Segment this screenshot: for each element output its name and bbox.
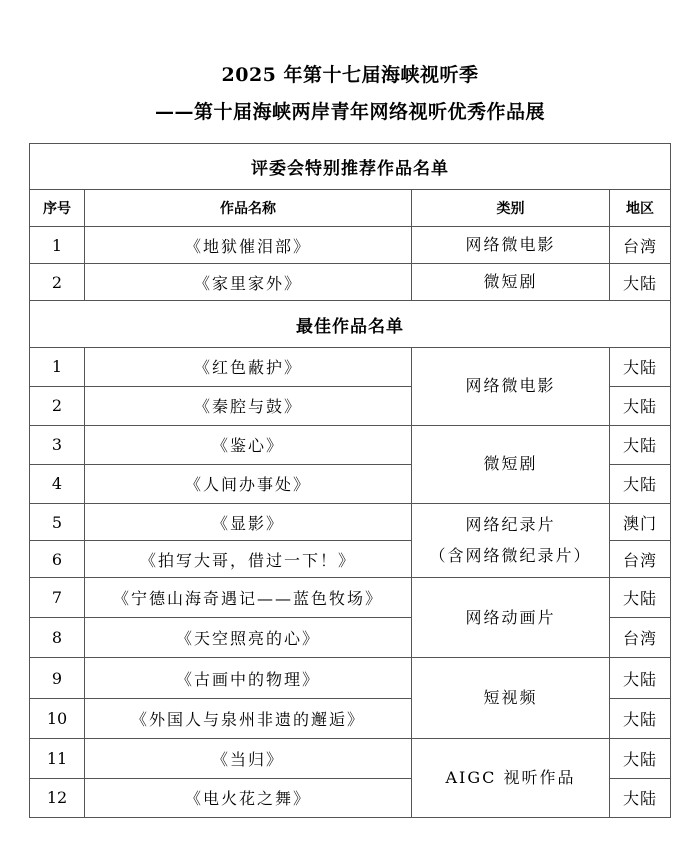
row-number: 6 [30, 541, 85, 578]
category-sub: （含网络微纪录片） [429, 545, 592, 565]
row-number: 1 [30, 347, 85, 386]
row-number: 1 [30, 227, 85, 264]
section-row [30, 144, 671, 190]
row-number: 5 [30, 504, 85, 541]
header-work: 作品名称 [85, 190, 412, 227]
category-cell: 短视频 [412, 658, 610, 738]
work-title: 《显影》 [85, 504, 412, 541]
row-number: 10 [30, 698, 85, 738]
table-row [30, 227, 671, 264]
work-title: 《天空照亮的心》 [85, 618, 412, 658]
document-subtitle: ——第十届海峡两岸青年网络视听优秀作品展 [154, 101, 545, 123]
region-cell: 大陆 [610, 264, 671, 301]
category-cell: AIGC 视听作品 [412, 738, 610, 817]
table-row [30, 738, 671, 778]
table-row [30, 504, 671, 541]
region-cell: 大陆 [610, 386, 671, 425]
region-cell: 台湾 [610, 541, 671, 578]
region-cell: 大陆 [610, 738, 671, 778]
row-number: 11 [30, 738, 85, 778]
row-number: 8 [30, 618, 85, 658]
table-row [30, 425, 671, 464]
work-title: 《地狱催泪部》 [85, 227, 412, 264]
header-row [30, 190, 671, 227]
work-title: 《宁德山海奇遇记——蓝色牧场》 [85, 578, 412, 618]
work-title: 《古画中的物理》 [85, 658, 412, 698]
region-cell: 大陆 [610, 347, 671, 386]
work-title: 《当归》 [85, 738, 412, 778]
row-number: 9 [30, 658, 85, 698]
section-title: 最佳作品名单 [30, 301, 671, 347]
work-title: 《电火花之舞》 [85, 778, 412, 817]
region-cell: 大陆 [610, 698, 671, 738]
region-cell: 台湾 [610, 618, 671, 658]
region-cell: 大陆 [610, 658, 671, 698]
section-title: 评委会特别推荐作品名单 [30, 144, 671, 190]
work-title: 《家里家外》 [85, 264, 412, 301]
header-region: 地区 [610, 190, 671, 227]
region-cell: 澳门 [610, 504, 671, 541]
row-number: 12 [30, 778, 85, 817]
row-number: 7 [30, 578, 85, 618]
row-number: 2 [30, 264, 85, 301]
work-title: 《红色蔽护》 [85, 347, 412, 386]
region-cell: 大陆 [610, 464, 671, 503]
table-row [30, 347, 671, 386]
row-number: 4 [30, 464, 85, 503]
category-main: 网络纪录片 [465, 515, 556, 535]
category-cell: 网络微电影 [412, 347, 610, 425]
row-number: 2 [30, 386, 85, 425]
work-title: 《拍写大哥，借过一下！》 [85, 541, 412, 578]
table-row [30, 658, 671, 698]
category-cell: 微短剧 [412, 425, 610, 503]
document-title: 2025 年第十七届海峡视听季 [221, 64, 479, 86]
work-title: 《外国人与泉州非遗的邂逅》 [85, 698, 412, 738]
table-row [30, 264, 671, 301]
section-row [30, 301, 671, 347]
award-table [29, 143, 671, 818]
region-cell: 大陆 [610, 578, 671, 618]
region-cell: 台湾 [610, 227, 671, 264]
work-title: 《鉴心》 [85, 425, 412, 464]
header-category: 类别 [412, 190, 610, 227]
work-title: 《人间办事处》 [85, 464, 412, 503]
category-cell: 微短剧 [412, 264, 610, 301]
category-cell [412, 504, 610, 578]
category-cell: 网络动画片 [412, 578, 610, 658]
region-cell: 大陆 [610, 425, 671, 464]
table-row [30, 578, 671, 618]
category-cell: 网络微电影 [412, 227, 610, 264]
work-title: 《秦腔与鼓》 [85, 386, 412, 425]
region-cell: 大陆 [610, 778, 671, 817]
header-no: 序号 [30, 190, 85, 227]
row-number: 3 [30, 425, 85, 464]
